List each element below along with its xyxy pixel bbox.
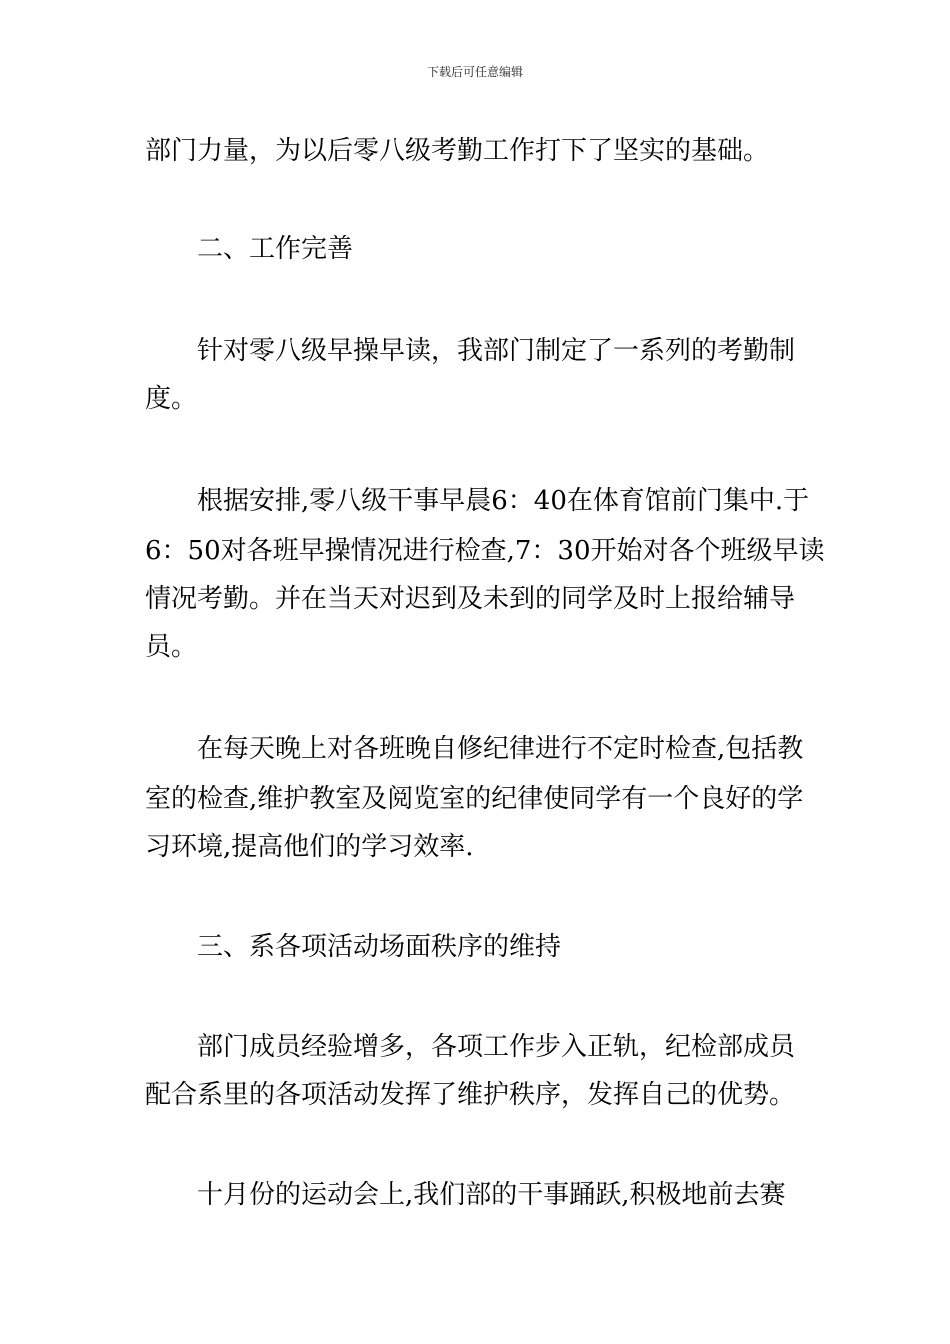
text-line: 室的检查,维护教室及阅览室的纪律使同学有一个良好的学 xyxy=(145,784,804,814)
text-line: 度。 xyxy=(145,384,198,414)
text-line: 情况考勤。并在当天对迟到及未到的同学及时上报给辅导 xyxy=(145,584,796,614)
text-line: 根据安排,零八级干事早晨6：40在体育馆前门集中.于 xyxy=(197,486,810,516)
section-heading: 二、工作完善 xyxy=(197,234,354,264)
text-line: 部门成员经验增多，各项工作步入正轨，纪检部成员 xyxy=(197,1032,796,1062)
text-line: 习环境,提高他们的学习效率. xyxy=(145,832,474,862)
text-line: 在每天晚上对各班晚自修纪律进行不定时检查,包括教 xyxy=(197,734,804,764)
section-heading: 三、系各项活动场面秩序的维持 xyxy=(197,932,562,962)
text-line: 十月份的运动会上,我们部的干事踊跃,积极地前去赛 xyxy=(197,1180,786,1210)
text-line: 针对零八级早操早读，我部门制定了一系列的考勤制 xyxy=(197,336,796,366)
text-line: 配合系里的各项活动发挥了维护秩序，发挥自己的优势。 xyxy=(145,1080,796,1110)
text-line: 部门力量，为以后零八级考勤工作打下了坚实的基础。 xyxy=(145,136,770,166)
text-line: 6：50对各班早操情况进行检查,7：30开始对各个班级早读 xyxy=(145,536,825,566)
text-line: 员。 xyxy=(145,632,198,662)
header-note: 下载后可任意编辑 xyxy=(426,65,523,79)
